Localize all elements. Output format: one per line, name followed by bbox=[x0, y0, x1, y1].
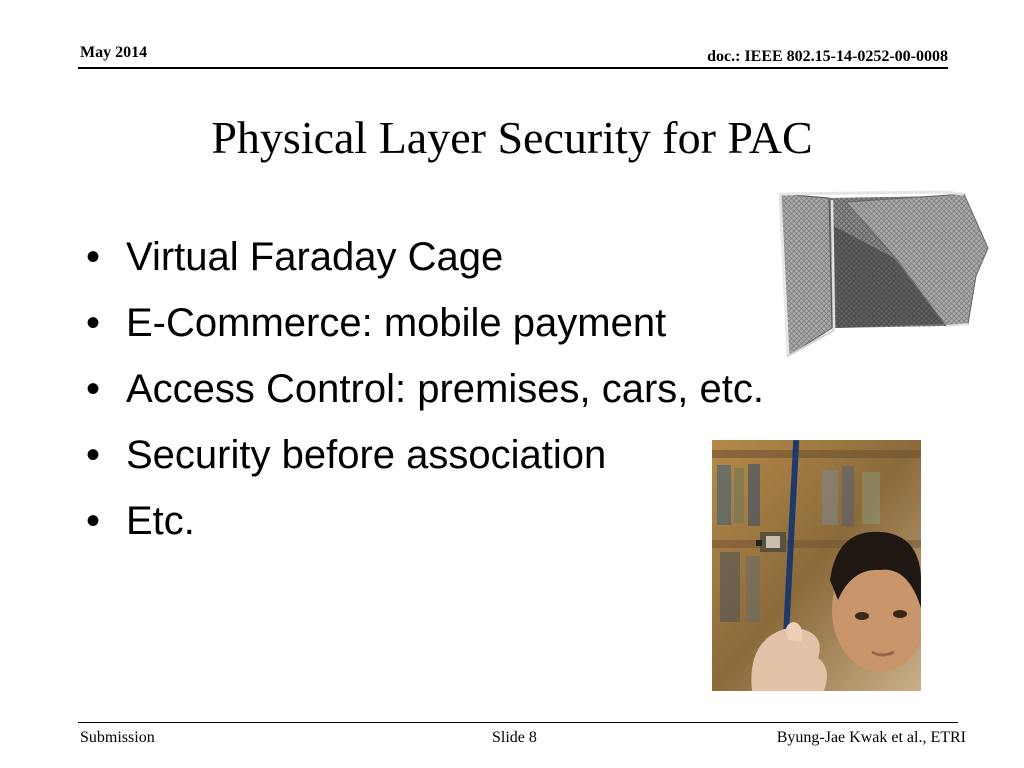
bullet-item bbox=[86, 424, 764, 490]
footer-author: Byung-Jae Kwak et al., ETRI bbox=[776, 729, 966, 746]
faraday-cage-image bbox=[774, 186, 992, 362]
faraday-cage-icon bbox=[774, 186, 992, 362]
footer-rule bbox=[78, 722, 958, 723]
bullet-list bbox=[86, 226, 764, 556]
bullet-glyph: • bbox=[86, 235, 101, 279]
bullet-item bbox=[86, 292, 764, 358]
slide-title: Physical Layer Security for PAC bbox=[211, 112, 813, 163]
bullet-glyph: • bbox=[86, 301, 101, 345]
header-rule bbox=[78, 67, 948, 69]
bullet-item bbox=[86, 490, 764, 556]
bullet-text: Access Control: premises, cars, etc. bbox=[126, 367, 764, 411]
bullet-text: Virtual Faraday Cage bbox=[126, 235, 504, 279]
bullet-glyph: • bbox=[86, 433, 101, 477]
antenna-photo-image bbox=[712, 440, 921, 691]
bullet-text: Etc. bbox=[126, 499, 195, 543]
footer-submission: Submission bbox=[80, 729, 155, 746]
footer-slide-number: Slide 8 bbox=[492, 729, 537, 746]
person-antenna-icon bbox=[712, 440, 921, 691]
bullet-item bbox=[86, 358, 764, 424]
bullet-text: Security before association bbox=[126, 433, 607, 477]
bullet-glyph: • bbox=[86, 367, 101, 411]
bullet-glyph: • bbox=[86, 499, 101, 543]
bullet-item bbox=[86, 226, 764, 292]
header-date: May 2014 bbox=[80, 44, 148, 61]
bullet-text: E-Commerce: mobile payment bbox=[126, 301, 667, 345]
header-doc-id: doc.: IEEE 802.15-14-0252-00-0008 bbox=[707, 48, 948, 65]
